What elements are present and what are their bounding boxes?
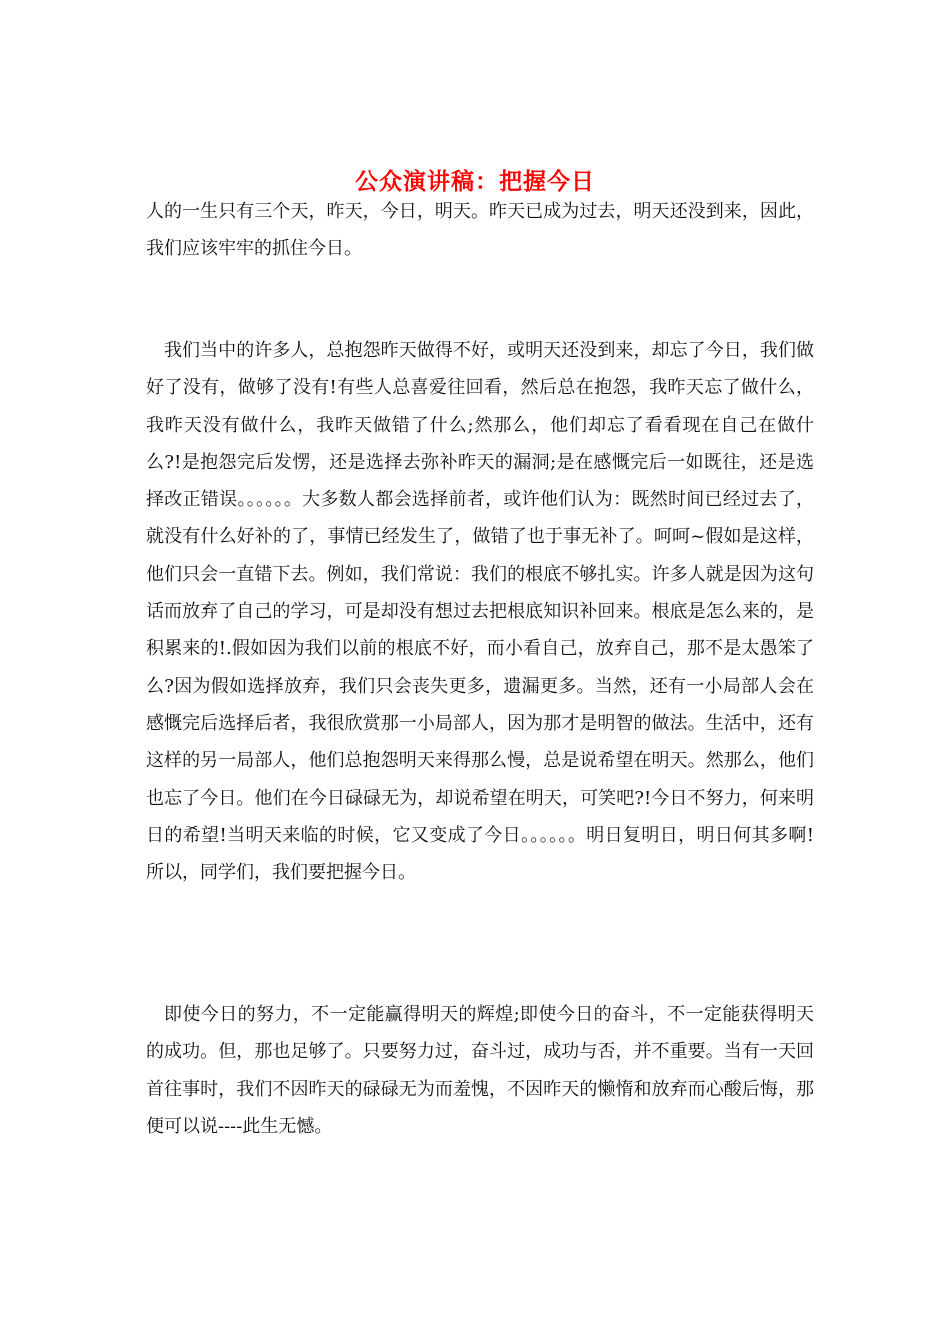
paragraph-conclusion: 即使今日的努力，不一定能赢得明天的辉煌;即使今日的奋斗，不一定能获得明天的成功。但，那也足够了。只要努力过，奋斗过，成功与否，并不重要。当有一天回首往事时，我们不因昨天的碌碌无为而羞愧，不因昨天的懒惰和放弃而心酸后悔，那便可以说----此生无憾。 (146, 1004, 814, 1137)
document-title: 公众演讲稿：把握今日 (355, 168, 595, 196)
paragraph-intro: 人的一生只有三个天，昨天，今日，明天。昨天已成为过去，明天还没到来，因此，我们应该牢牢的抓住今日。 (146, 201, 814, 260)
paragraph-body: 我们当中的许多人，总抱怨昨天做得不好，或明天还没到来，却忘了今日，我们做好了没有，做够了没有!有些人总喜爱往回看，然后总在抱怨，我昨天忘了做什么，我昨天没有做什么，我昨天做错了什么;然那么，他们却忘了看看现在自己在做什么?!是抱怨完后发愣，还是选择去弥补昨天的漏洞;是在感慨完后一如既往，还是选择改正错误。。。。。。大多数人都会选择前者，或许他们认为：既然时间已经过去了，就没有什么好补的了，事情已经发生了，做错了也于事无补了。呵呵~假如是这样，他们只会一直错下去。例如，我们常说：我们的根底不够扎实。许多人就是因为这句话而放弃了自己的学习，可是却没有想过去把根底知识补回来。根底是怎么来的，是积累来的!.假如因为我们以前的根底不好，而小看自己，放弃自己，那不是太愚笨了么?因为假如选择放弃，我们只会丧失更多，遗漏更多。当然，还有一小局部人会在感慨完后选择后者，我很欣赏那一小局部人，因为那才是明智的做法。生活中，还有这样的另一局部人，他们总抱怨明天来得那么慢，总是说希望在明天。然那么，他们也忘了今日。他们在今日碌碌无为，却说希望在明天，可笑吧?!今日不努力，何来明日的希望!当明天来临的时候，它又变成了今日。。。。。。明日复明日，明日何其多啊!所以，同学们，我们要把握今日。 (146, 340, 814, 884)
